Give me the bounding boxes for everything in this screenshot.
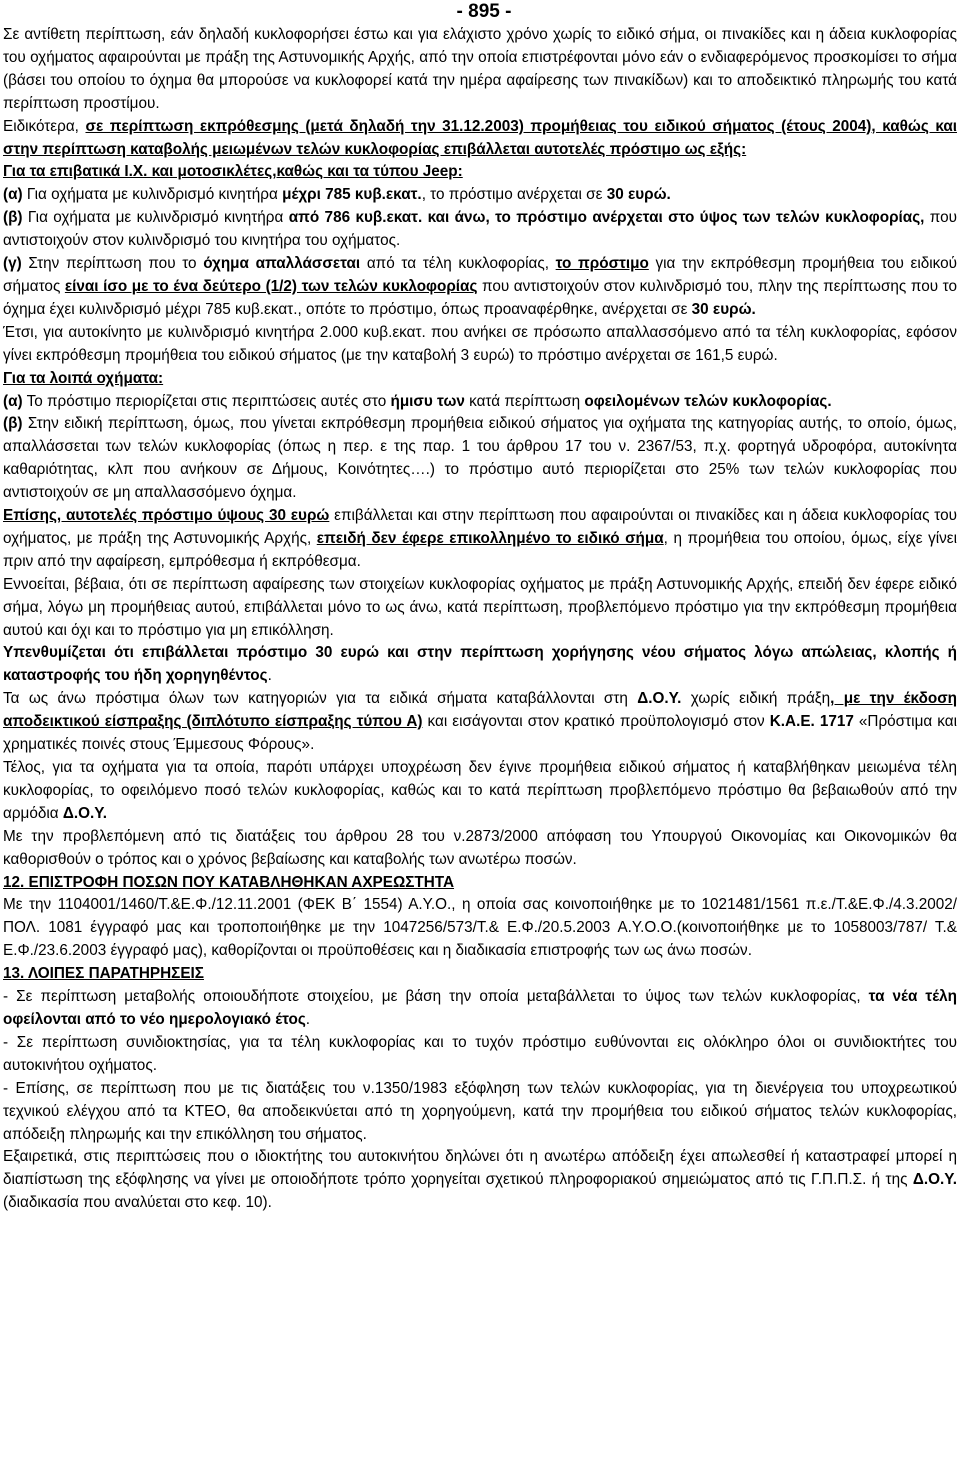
paragraph-other-b — [3, 413, 957, 505]
text-run: Για οχήματα με κυλινδρισμό κινητήρα — [22, 186, 283, 204]
subheading-text: Για τα επιβατικά Ι.Χ. και μοτοσικλέτες,καθώς και τα τύπου Jeep: — [3, 163, 463, 181]
text-run: Έτσι, για αυτοκίνητο με κυλινδρισμό κινητήρα 2.000 κυβ.εκατ. που ανήκει σε πρόσωπο απαλλασσόμενο από τα τέλη κυκλοφορίας, εφόσον γίνει εκπρόθεσμη προμήθεια του ειδικού σήματος (με την καταβολή 3 ευρώ) το πρόστιμο ανέρχεται σε 161,5 ευρώ. — [3, 323, 957, 364]
emphasis-text: όχημα απαλλάσσεται — [203, 255, 361, 273]
text-run: , η προμήθεια του οποίου, όμως, είχε γίνει πριν από την αφαίρεση, εμπρόθεσμα ή εκπρόθεσμα. — [3, 529, 957, 570]
heading-passenger-cars — [3, 161, 957, 184]
text-run: Εννοείται, βέβαια, ότι σε περίπτωση αφαίρεσης των στοιχείων κυκλοφορίας οχήματος με πράξη Αστυνομικής Αρχής, επειδή δεν έφερε ειδικό σήμα, λόγω μη προμήθειας αυτού, επιβάλλεται μόνο το ως άνω, κατά περίπτωση, προβλεπόμενο πρόστιμο για την εκπρόθεσμη προμήθεια αυτού και όχι και το πρόστιμο για μη επικόλληση. — [3, 575, 957, 639]
emphasis-text: επειδή δεν έφερε επικολλημένο το ειδικό σήμα — [316, 529, 664, 547]
paragraph-lost-receipt — [3, 1146, 957, 1215]
paragraph-ministerial-decision — [3, 826, 957, 872]
emphasis-text: 30 ευρώ. — [691, 300, 756, 318]
text-run: Τα ως άνω πρόστιμα όλων των κατηγοριών για τα ειδικά σήματα καταβάλλονται στη — [3, 690, 638, 708]
text-run: χωρίς ειδική πράξη — [681, 690, 831, 708]
item-marker: (α) — [3, 186, 23, 204]
emphasis-text: ήμισυ των — [390, 392, 465, 410]
item-marker: (α) — [3, 392, 23, 410]
paragraph-ktoe-inspection — [3, 1078, 957, 1147]
text-run: Με την 1104001/1460/Τ.&Ε.Φ./12.11.2001 (ΦΕΚ Β΄ 1554) Α.Υ.Ο., η οποία σας κοινοποιήθηκε με το 1021481/1561 π.ε./Τ.&Ε.Φ./4.3.2002/ΠΟΛ. 1081 έγγραφό μας και τροποποιήθηκε με την 1047256/573/Τ.& Ε.Φ./20.5.2003 Α.Υ.Ο.Ο.(κοινοποιήθηκε με το 1058003/787/ Τ.& Ε.Φ./23.6.2003 έγγραφό μας), καθορίζονται οι προϋποθέσεις και η διαδικασία επιστροφής των ως άνω ποσών. — [3, 896, 957, 960]
emphasis-text: το πρόστιμο — [555, 255, 649, 273]
emphasis-text: από 786 κυβ.εκατ. και άνω, το πρόστιμο ανέρχεται στο ύψος των τελών κυκλοφορίας, — [288, 209, 925, 227]
paragraph-removal-note — [3, 574, 957, 643]
text-run: για την εκπρόθεσμη προμήθεια του ειδικού σήματος — [3, 255, 957, 295]
text-run: - Σε περίπτωση συνιδιοκτησίας, για τα τέλη κυκλοφορίας και το τυχόν πρόστιμο ευθύνονται εις ολόκληρο όλοι οι συνιδιοκτήτες του αυτοκινήτου οχήματος. — [3, 1033, 957, 1074]
emphasis-text: Δ.Ο.Υ. — [637, 690, 682, 708]
subheading-text: Για τα λοιπά οχήματα: — [3, 369, 164, 387]
text-run: Το πρόστιμο περιορίζεται στις περιπτώσεις αυτές στο — [22, 392, 391, 410]
emphasis-text: 30 ευρώ. — [606, 186, 671, 204]
emphasis-text: τα νέα τέλη οφείλονται από το νέο ημερολογιακό έτος — [3, 988, 957, 1028]
text-run: Για οχήματα με κυλινδρισμό κινητήρα — [22, 209, 289, 227]
paragraph-case-b — [3, 207, 957, 253]
section-heading-12 — [3, 872, 957, 895]
text-run: που αντιστοιχούν στον κυλινδρισμό του κινητήρα του οχήματος. — [3, 209, 957, 250]
paragraph-late-sticker — [3, 116, 957, 162]
text-run: Εξαιρετικά, στις περιπτώσεις που ο ιδιοκτήτης του αυτοκινήτου δηλώνει ότι η ανωτέρω απόδειξη έχει απωλεσθεί ή καταστραφεί μπορεί η διαπίστωση της εξόφλησης να γίνει με οποιοδήποτε τρόπο χορηγείται σχετικού πληροφοριακού σημειώματος από τις Γ.Π.Π.Σ. ή της — [3, 1148, 957, 1189]
emphasis-text: σε περίπτωση εκπρόθεσμης (μετά δηλαδή την 31.12.2003) προμήθειας του ειδικού σήματος (έτους 2004), καθώς και στην περίπτωση καταβολής μειωμένων τελών κυκλοφορίας επιβάλλεται αυτοτελές πρόστιμο ως εξής: — [3, 117, 957, 158]
paragraph-reminder — [3, 642, 957, 688]
text-run: (διαδικασία που αναλύεται στο κεφ. 10). — [3, 1194, 272, 1212]
page-number: - 895 - — [456, 1, 512, 22]
paragraph-case-a — [3, 184, 957, 207]
paragraph-change-note — [3, 986, 957, 1032]
text-run: Σε αντίθετη περίπτωση, εάν δηλαδή κυκλοφορήσει έστω και για ελάχιστο χρόνο χωρίς το ειδικό σήμα, οι πινακίδες και η άδεια κυκλοφορίας του οχήματος αφαιρούνται με πράξη της Αστυνομικής Αρχής, από την οποία επιστρέφονται μόνο εάν ο ενδιαφερόμενος προσκομίσει το σήμα (βάσει του οποίου το όχημα θα μπορούσε να κυκλοφορεί κατά την ημέρα αφαίρεσης των πινακίδων) και το αποδεικτικό πληρωμής του κατά περίπτωση προστίμου. — [3, 26, 957, 112]
emphasis-text: Επίσης, αυτοτελές πρόστιμο ύψους 30 ευρώ — [3, 507, 330, 525]
section-title: 12. ΕΠΙΣΤΡΟΦΗ ΠΟΣΩΝ ΠΟΥ ΚΑΤΑΒΛΗΘΗΚΑΝ ΑΧΡΕΩΣΤΗΤΑ — [3, 873, 455, 891]
item-marker: (γ) — [3, 255, 22, 273]
text-run: από τα τέλη κυκλοφορίας, — [360, 255, 556, 273]
emphasis-text: είναι ίσο με το ένα δεύτερο (1/2) των τελών κυκλοφορίας — [64, 277, 478, 295]
emphasis-text: οφειλομένων τελών κυκλοφορίας. — [584, 392, 832, 410]
emphasis-text: μέχρι 785 κυβ.εκατ. — [282, 186, 422, 204]
section-title: 13. ΛΟΙΠΕΣ ΠΑΡΑΤΗΡΗΣΕΙΣ — [3, 965, 204, 983]
text-run: . — [305, 1010, 311, 1028]
paragraph-sticker-not-affixed — [3, 505, 957, 574]
paragraph-penalty-intro — [3, 24, 957, 116]
paragraph-payment — [3, 688, 957, 757]
paragraph-case-c — [3, 253, 957, 322]
text-run: , το πρόστιμο ανέρχεται σε — [421, 186, 607, 204]
text-run: που αντιστοιχούν στον κυλινδρισμό του, πλην της περίπτωσης που το όχημα έχει κυλινδρισμό μέχρι 785 κυβ.εκατ., οπότε το πρόστιμο, όπως προαναφέρθηκε, ανέρχεται σε — [3, 277, 957, 318]
text-run: Στην περίπτωση που το — [21, 255, 204, 273]
emphasis-text: Κ.Α.Ε. 1717 — [769, 713, 854, 731]
text-run: Στην ειδική περίπτωση, όμως, που γίνεται εκπρόθεσμη προμήθεια ειδικού σήματος για οχήματα της κατηγορίας αυτής, το οποίο, όμως, απαλλάσσεται των τελών κυκλοφορίας (όπως η περ. ε της παρ. 1 του άρθρου 17 του ν. 2367/53, π.χ. φορτηγά υδροφόρα, αυτοκίνητα καθαριότητας, κλπ που ανήκουν σε Δήμους, Κοινότητες….) το πρόστιμο αυτό περιορίζεται στο 25% των τελών κυκλοφορίας που αντιστοιχούν σε μη απαλλασσόμενο όχημα. — [3, 415, 957, 502]
paragraph-co-ownership — [3, 1032, 957, 1078]
text-run: Ειδικότερα, — [3, 117, 86, 135]
text-run: Με την προβλεπόμενη από τις διατάξεις του άρθρου 28 του ν.2873/2000 απόφαση του Υπουργού Οικονομίας και Οικονομικών θα καθορισθούν ο τρόπος και ο χρόνος βεβαίωσης και καταβολής των ανωτέρω ποσών. — [3, 827, 957, 868]
item-marker: (β) — [3, 209, 23, 227]
emphasis-text: , με την έκδοση αποδεικτικού είσπραξης (διπλότυπο είσπραξης τύπου Α) — [3, 690, 957, 731]
text-run: κατά περίπτωση — [464, 392, 585, 410]
item-marker: (β) — [3, 415, 23, 433]
text-run: επιβάλλεται και στην περίπτωση που αφαιρούνται οι πινακίδες και η άδεια κυκλοφορίας του οχήματος, με πράξη της Αστυνομικής Αρχής, — [3, 507, 957, 547]
paragraph-other-a — [3, 391, 957, 414]
paragraph-refund — [3, 894, 957, 963]
paragraph-assessment — [3, 757, 957, 826]
text-run: . — [267, 667, 272, 685]
text-run: «Πρόστιμα και χρηματικές ποινές στους Έμμεσους Φόρους». — [3, 713, 957, 754]
emphasis-text: Δ.Ο.Υ. — [62, 804, 108, 822]
paragraph-example — [3, 322, 957, 368]
emphasis-text: Υπενθυμίζεται ότι επιβάλλεται πρόστιμο 30 ευρώ και στην περίπτωση χορήγησης νέου σήματος λόγω απώλειας, κλοπής ή καταστροφής του ήδη χορηγηθέντος — [3, 644, 957, 685]
section-heading-13 — [3, 963, 957, 986]
text-run: - Σε περίπτωση μεταβολής οποιουδήποτε στοιχείου, με βάση την οποία μεταβάλλεται το ύψος των τελών κυκλοφορίας, — [3, 988, 869, 1006]
text-run: Τέλος, για τα οχήματα για τα οποία, παρότι υπάρχει υποχρέωση δεν έγινε προμήθεια ειδικού σήματος ή καταβλήθηκαν μειωμένα τέλη κυκλοφορίας, το οφειλόμενο ποσό τελών κυκλοφορίας, καθώς και το κατά περίπτωση προβλεπόμενο πρόστιμο θα βεβαιωθούν από την αρμόδια — [3, 759, 957, 822]
heading-other-vehicles — [3, 368, 957, 391]
emphasis-text: Δ.Ο.Υ. — [912, 1171, 957, 1189]
text-run: - Επίσης, σε περίπτωση που με τις διατάξεις του ν.1350/1983 εξόφληση των τελών κυκλοφορίας, για τη διενέργεια του υποχρεωτικού τεχνικού ελέγχου από τα ΚΤΕΟ, θα αποδεικνύεται από τη χορηγούμενη, κατά την προμήθεια του ειδικού σήματος τελών κυκλοφορίας, απόδειξη πληρωμής και την επικόλληση του σήματος. — [3, 1079, 957, 1143]
text-run: και εισάγονται στον κρατικό προϋπολογισμό στον — [422, 713, 770, 731]
